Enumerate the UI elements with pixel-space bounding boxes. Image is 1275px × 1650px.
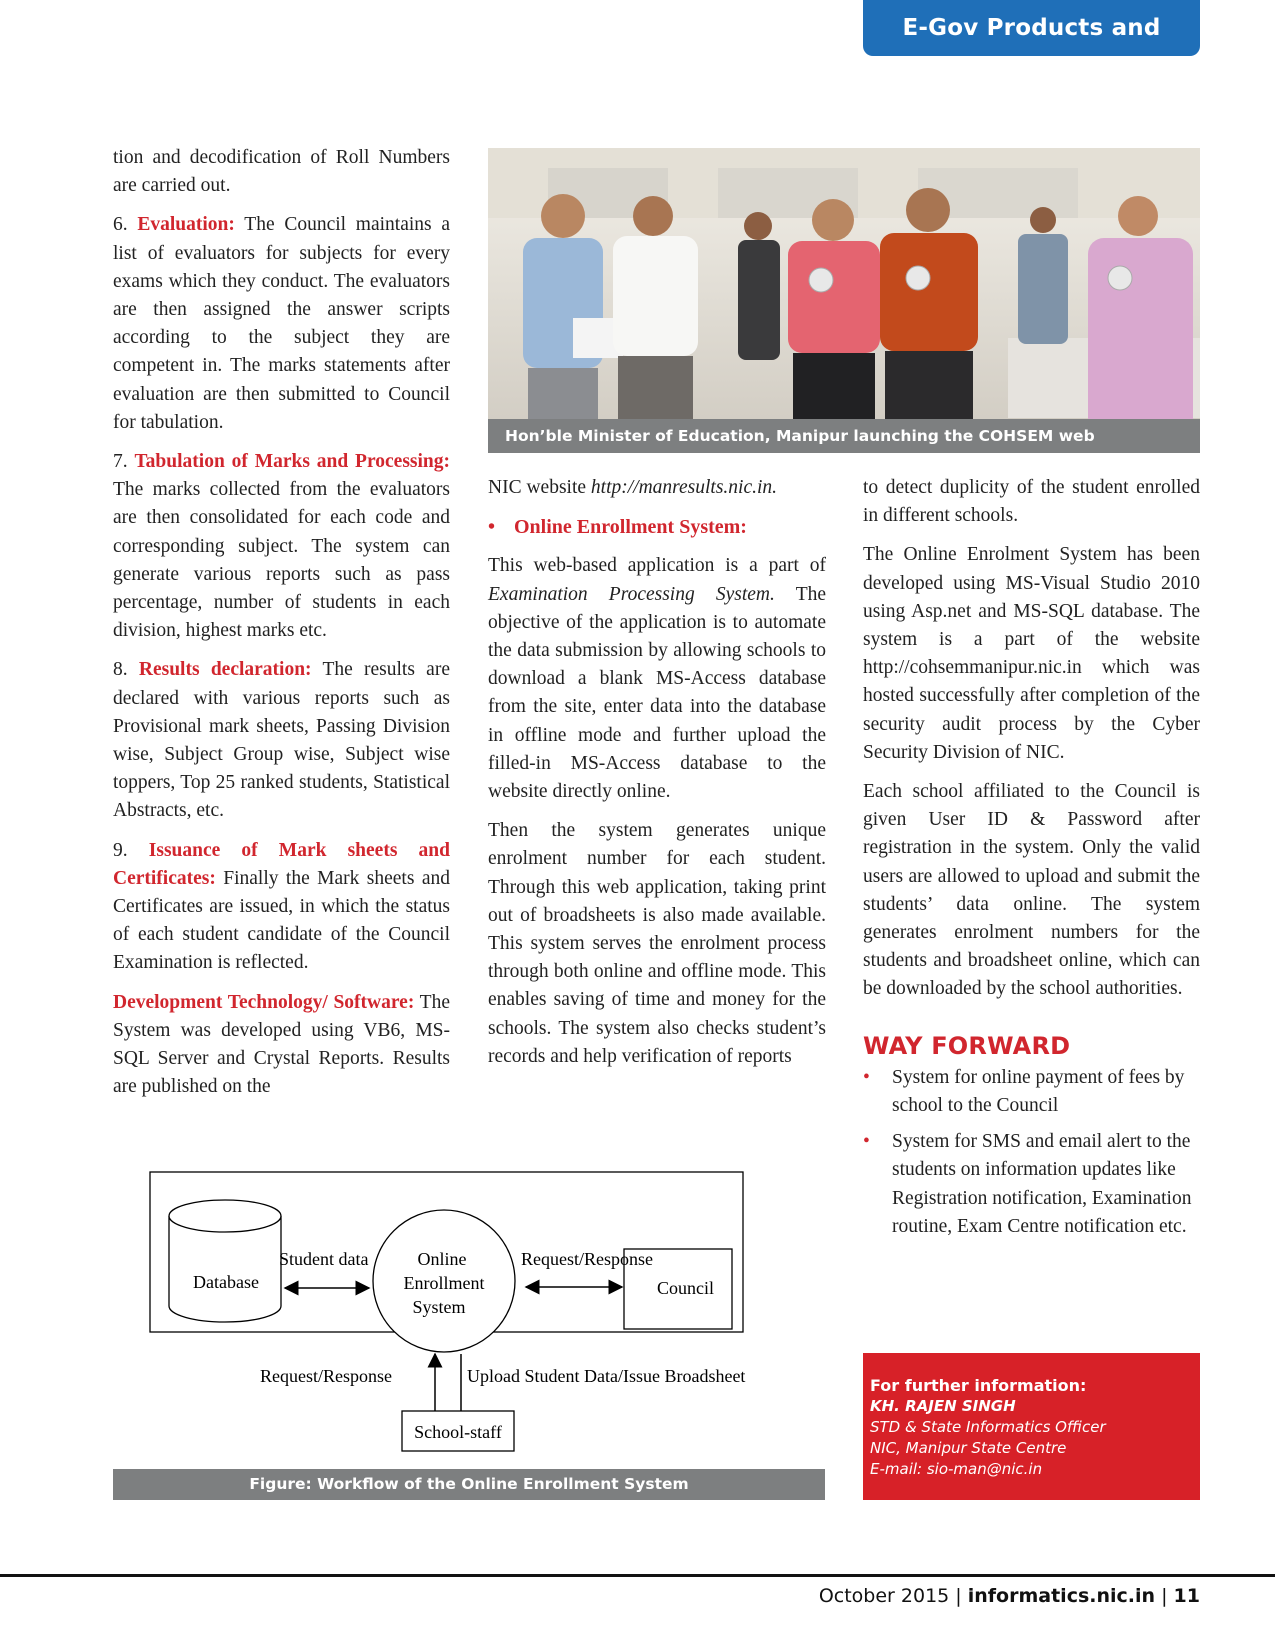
text-span: The objective of the application is to automate the data submission by allowing schools to download a blank MS-Access database from the site, enter data into the database in offline mode and further upload the filled-in MS-Access database to the website directly online.: [488, 583, 827, 803]
item-text: The Council maintains a list of evaluators for subjects for every exams which they conduct. The evaluators are then assigned the answer scripts according to the subject they are competent in. The marks statements after evaluation are then submitted to Council for tabulation.: [113, 214, 451, 433]
way-forward-list: [863, 1064, 1200, 1241]
item-number: 8.: [113, 659, 128, 681]
info-title: For further information:: [870, 1376, 1087, 1395]
paragraph-duplicity: to detect duplicity of the student enrolled in different schools.: [863, 477, 1200, 527]
workflow-diagram: [113, 1168, 825, 1458]
section-tab: [863, 0, 1200, 113]
bullet-heading-label: Online Enrollment System:: [514, 516, 747, 539]
list-item: [863, 1128, 1200, 1241]
text-span: This web-based application is a part of: [488, 555, 826, 577]
council-label: Council: [657, 1278, 714, 1298]
database-label: Database: [193, 1272, 259, 1292]
footer-separator: |: [955, 1585, 962, 1607]
section-tab-label: E-Gov Products and Services: [902, 15, 1161, 113]
paragraph-application: [488, 552, 826, 806]
request-response-bottom-label: Request/Response: [260, 1366, 392, 1386]
upload-label: Upload Student Data/Issue Broadsheet: [467, 1366, 746, 1386]
paragraph-development: The Online Enrolment System has been developed using MS-Visual Studio 2010 using Asp.net and MS-SQL database. The system is a part of the website http://cohsemmanipur.nic.in which was hosted successfully after completion of the security audit process by the Cyber Security Division of NIC.: [863, 544, 1200, 763]
bullet-icon: •: [863, 1066, 870, 1088]
system-label-1: Online: [417, 1249, 467, 1269]
figure-caption: Figure: Workflow of the Online Enrollment System: [113, 1469, 825, 1500]
system-label-2: Enrollment: [403, 1273, 485, 1293]
paragraph-nic-website: [488, 474, 826, 502]
photo-caption: Hon’ble Minister of Education, Manipur launching the COHSEM web: [488, 419, 1200, 453]
bullet-icon: •: [863, 1131, 870, 1153]
item-text: The results are declared with various reports such as Provisional mark sheets, Passing Division wise, Subject Group wise, Subject wise toppers, Top 25 ranked students, Statistical Abstracts, etc.: [113, 659, 450, 822]
item-heading: Issuance of Mark sheets and Certificates:: [113, 839, 450, 889]
request-response-top-label: Request/Response: [521, 1249, 653, 1269]
paragraph-issuance: [113, 837, 450, 978]
paragraph-results: [113, 656, 450, 825]
website-name: informatics.nic.in: [967, 1585, 1156, 1607]
column-middle: [488, 474, 826, 1082]
item-heading: Results declaration:: [138, 659, 312, 681]
item-number: 9.: [113, 839, 128, 861]
school-staff-label: School-staff: [414, 1422, 502, 1442]
item-text: The marks collected from the evaluators are then consolidated for each code and corresponding subject. The system can generate various reports such as pass percentage, number of students in each division, highest marks etc.: [113, 479, 450, 642]
contact-email: E-mail: sio-man@nic.in: [870, 1460, 1043, 1478]
database-cylinder: [169, 1200, 281, 1322]
item-heading: Evaluation:: [137, 214, 235, 236]
page-number: 11: [1173, 1585, 1200, 1607]
item-number: 7.: [113, 451, 128, 473]
item-heading: Tabulation of Marks and Processing:: [134, 451, 451, 473]
bullet-heading: [488, 513, 826, 541]
footer-divider: [0, 1574, 1275, 1577]
system-label-3: System: [412, 1297, 466, 1317]
item-heading: Development Technology/ Software:: [113, 991, 415, 1013]
contact-org: NIC, Manipur State Centre: [870, 1439, 1067, 1457]
issue-date: October 2015: [818, 1585, 950, 1607]
list-item-text: System for SMS and email alert to the students on information updates like Registration notification, Examination routine, Exam Centre notification etc.: [892, 1131, 1192, 1237]
page-footer: [819, 1580, 1200, 1612]
way-forward-title: WAY FORWARD: [863, 1031, 1071, 1060]
italic-span: Examination Processing System.: [488, 583, 775, 605]
website-url: http://manresults.nic.in.: [590, 477, 778, 498]
bullet-icon: •: [488, 516, 496, 539]
launch-photo: [488, 148, 1200, 453]
item-text: Finally the Mark sheets and Certificates are issued, in which the status of each student candidate of the Council Examination is reflected.: [113, 867, 451, 974]
paragraph-continued: tion and decodification of Roll Numbers are carried out.: [113, 147, 450, 197]
contact-name: KH. RAJEN SINGH: [870, 1397, 1016, 1415]
contact-role: STD & State Informatics Officer: [870, 1418, 1106, 1436]
contact-info-box: [863, 1353, 1200, 1500]
footer-separator: |: [1161, 1585, 1168, 1607]
list-item-text: System for online payment of fees by school to the Council: [892, 1066, 1185, 1117]
paragraph-tabulation: [113, 448, 450, 645]
website-text: NIC website: [488, 477, 587, 498]
paragraph-technology: [113, 989, 450, 1102]
student-data-label: Student data: [279, 1249, 369, 1269]
column-right: [863, 474, 1200, 1249]
paragraph-evaluation: [113, 211, 450, 437]
photo-illustration: [488, 148, 1200, 453]
list-item: [863, 1064, 1200, 1120]
column-left: [113, 144, 450, 1113]
item-number: 6.: [113, 214, 128, 236]
item-text: The System was developed using VB6, MS-SQL Server and Crystal Reports. Results are published on the: [113, 991, 450, 1098]
paragraph-enrolment: Then the system generates unique enrolment number for each student. Through this web application, taking print out of broadsheets is also made available. This system serves the enrolment process through both online and offline mode. This enables saving of time and money for the schools. The system also checks student’s records and help verification of reports: [488, 820, 826, 1067]
paragraph-school-users: Each school affiliated to the Council is given User ID & Password after registration in the system. Only the valid users are allowed to upload and submit the students’ data online. The system generates enrolment numbers for the students and broadsheet online, which can be downloaded by the school authorities.: [863, 781, 1200, 1000]
